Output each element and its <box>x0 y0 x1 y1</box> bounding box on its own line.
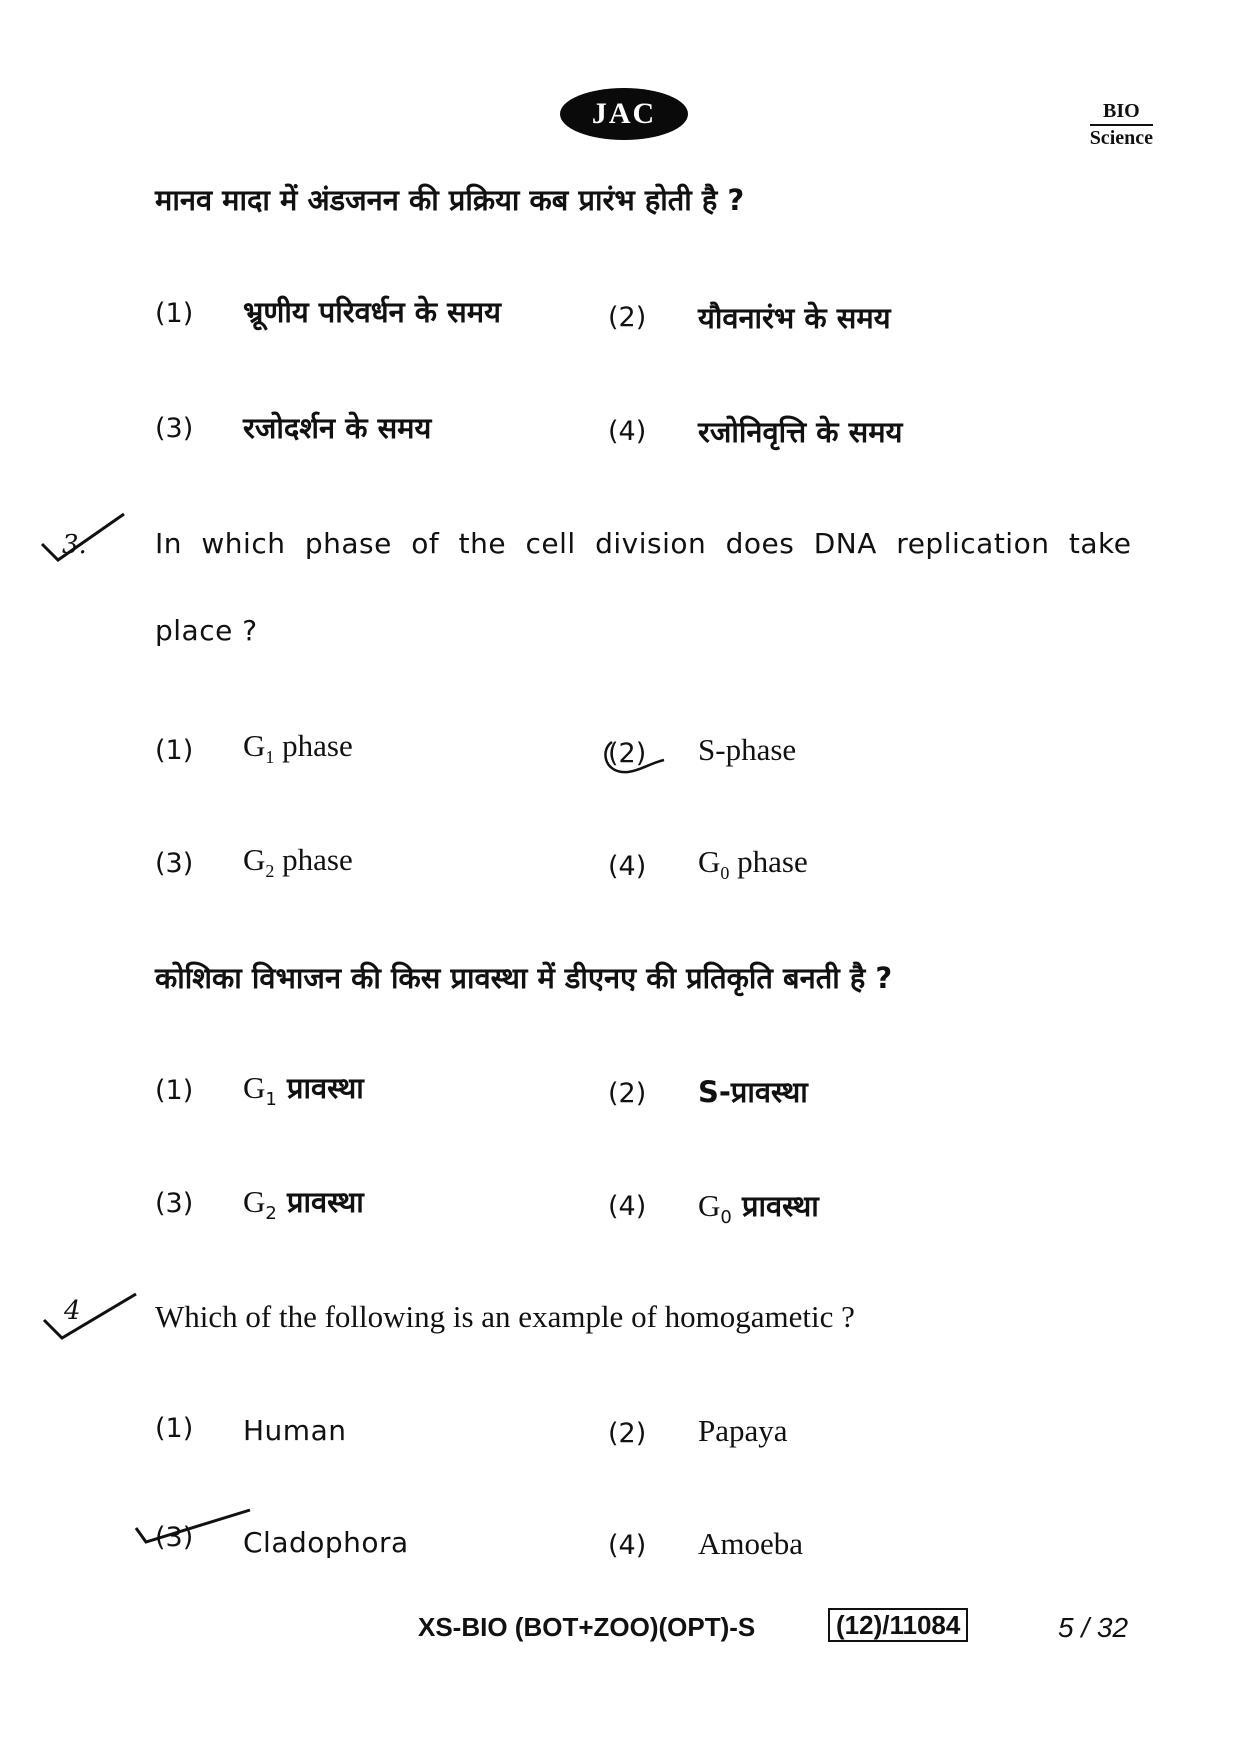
q4-option-1-text: Human <box>243 1414 347 1447</box>
circle-mark-q3 <box>598 730 668 780</box>
q2-option-2-num: (2) <box>608 302 647 333</box>
q4-option-3-num: (3) <box>155 1522 194 1553</box>
q4-option-4-num: (4) <box>608 1530 647 1561</box>
q3-option-2-text: S-phase <box>698 732 797 767</box>
q4-number: 4 <box>64 1296 81 1326</box>
footer-code: XS-BIO (BOT+ZOO)(OPT)-S <box>418 1612 756 1642</box>
q3-option-3-num: (3) <box>155 848 194 879</box>
q2-option-2-text: यौवनारंभ के समय <box>698 301 891 335</box>
q4-option-2-num: (2) <box>608 1418 647 1449</box>
q4-option-4-text: Amoeba <box>698 1526 804 1561</box>
q2-option-4-text: रजोनिवृत्ति के समय <box>698 415 903 449</box>
q3-number: 3. <box>62 530 87 560</box>
q3-option-2-num: (2) <box>608 738 647 769</box>
q3-hindi-option-3-text: $G_2$ प्रावस्था <box>243 1184 364 1224</box>
q3-question-line1: In which phase of the cell division does DNA replication take <box>155 527 1132 560</box>
subject-label <box>1090 100 1153 150</box>
q3-hindi-option-4-num: (4) <box>608 1191 647 1222</box>
q2-hindi-question: मानव मादा में अंडजनन की प्रक्रिया कब प्रारंभ होती है ? <box>155 183 745 217</box>
q3-hindi-option-3-num: (3) <box>155 1188 194 1219</box>
page-number: 5 / 32 <box>1058 1612 1129 1643</box>
tick-mark-q4-option3 <box>130 1500 260 1550</box>
q4-question: Which of the following is an example of homogametic ? <box>155 1299 855 1334</box>
subject-bottom: Science <box>1089 127 1153 149</box>
q4-option-1-num: (1) <box>155 1413 194 1444</box>
q2-option-1-num: (1) <box>155 298 194 329</box>
q3-hindi-question: कोशिका विभाजन की किस प्रावस्था में डीएनए की प्रतिकृति बनती है ? <box>155 961 893 995</box>
q2-option-3-text: रजोदर्शन के समय <box>243 411 432 445</box>
tick-mark-q3 <box>38 510 128 570</box>
q4-option-3-text: Cladophora <box>243 1526 409 1559</box>
footer-box: (12)/11084 <box>828 1610 968 1641</box>
q2-option-4-num: (4) <box>608 416 647 447</box>
q3-hindi-option-1-text: $G_1$ प्रावस्था <box>243 1070 364 1110</box>
q3-hindi-option-1-num: (1) <box>155 1075 194 1106</box>
q2-option-3-num: (3) <box>155 413 194 444</box>
q3-hindi-option-2-text: S-प्रावस्था <box>698 1075 808 1109</box>
q3-hindi-option-2-num: (2) <box>608 1078 647 1109</box>
subject-top: BIO <box>1090 100 1153 126</box>
q2-option-1-text: भ्रूणीय परिवर्धन के समय <box>243 295 501 329</box>
q4-option-2-text: Papaya <box>698 1413 788 1448</box>
q3-hindi-option-4-text: $G_0$ प्रावस्था <box>698 1188 819 1228</box>
q3-question-line2: place ? <box>155 614 258 647</box>
jac-logo: JAC <box>560 88 688 140</box>
tick-mark-q4 <box>40 1290 140 1350</box>
q3-option-4-num: (4) <box>608 851 647 882</box>
q3-option-4-text: $G_0$ phase <box>698 844 808 884</box>
q3-option-1-text: $G_1$ phase <box>243 728 353 768</box>
q3-option-1-num: (1) <box>155 735 194 766</box>
q3-option-3-text: $G_2$ phase <box>243 842 353 882</box>
